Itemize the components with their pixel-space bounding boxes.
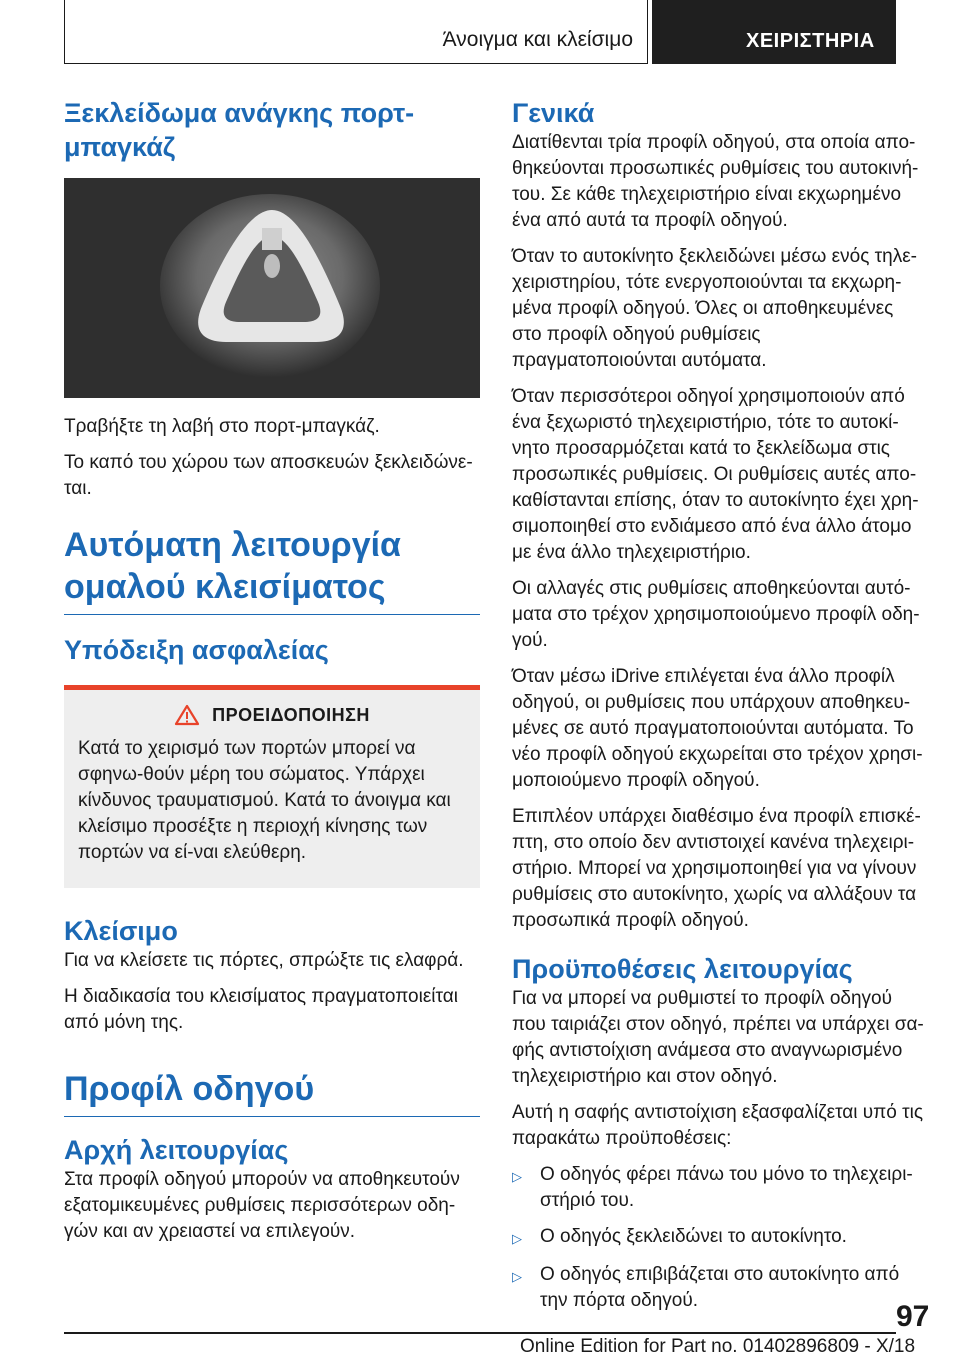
closing-text-2: Η διαδικασία του κλεισίματος πραγματοποιείται από μόνη της.	[64, 986, 458, 1033]
hand-pointer-icon	[894, 22, 920, 56]
heading-prerequisites: Προϋποθέσεις λειτουργίας	[512, 954, 853, 984]
heading-principle: Αρχή λειτουργίας	[64, 1135, 289, 1165]
warning-box	[64, 690, 480, 888]
triangle-bullet-icon: ▷	[512, 1231, 522, 1246]
trunk-release-handle-photo	[64, 178, 480, 398]
running-header	[64, 0, 648, 64]
warning-text: Κατά το χειρισμό των πορτών μπορεί να σφηνω-θούν μέρη του σώματος. Υπάρχει κίνδυνος τραυματισμού. Κατά το άνοιγμα και κλείσιμο προσέξτε η περιοχή κίνησης των πορτών να εί-ναι ελεύθερη.	[78, 738, 451, 863]
list-item-text: Ο οδηγός επιβιβάζεται στο αυτοκίνητο από την πόρτα οδηγού.	[540, 1264, 900, 1311]
chapter-tab	[652, 0, 896, 64]
prereq-text-2: Αυτή η σαφής αντιστοίχιση εξασφαλίζεται υπό τις παρακάτω προϋποθέσεις:	[512, 1102, 924, 1149]
heading-safety-note: Υπόδειξη ασφαλείας	[64, 635, 329, 665]
section-title: Άνοιγμα και κλείσιμο	[442, 28, 633, 51]
prereq-text-1: Για να μπορεί να ρυθμιστεί το προφίλ οδηγού που ταιριάζει στον οδηγό, πρέπει να υπάρχει σα-φής αντιστοίχιση ανάμεσα στο αναγνωρισμένο τηλεχειριστήριο και στον οδηγό.	[512, 988, 924, 1087]
heading-closing: Κλείσιμο	[64, 916, 178, 946]
footer-rule	[64, 1332, 896, 1334]
warning-title: ΠΡΟΕΙΔΟΠΟΙΗΣΗ	[212, 704, 370, 725]
right-column	[512, 96, 928, 1324]
list-item	[512, 1262, 928, 1314]
edition-note: Online Edition for Part no. 01402896809 - X/18	[520, 1336, 916, 1357]
general-text-1: Διατίθενται τρία προφίλ οδηγού, στα οποία απο-θηκεύονται προσωπικές ρυθμίσεις του αυτοκινή-του. Σε κάθε τηλεχειριστήριο είναι εκχωρημένο ένα από αυτά τα προφίλ οδηγού.	[512, 132, 919, 231]
left-column	[64, 96, 480, 1255]
principle-text: Στα προφίλ οδηγού μπορούν να αποθηκευτούν εξατομικευμένες ρυθμίσεις περισσότερων οδη-γών και αν χρειαστεί να επιλεγούν.	[64, 1169, 460, 1242]
heading-driver-profile: Προφίλ οδηγού	[64, 1068, 480, 1117]
general-text-5: Όταν μέσω iDrive επιλέγεται ένα άλλο προφίλ οδηγού, οι ρυθμίσεις που υπάρχουν αποθηκευ-μένες σε αυτό πραγματοποιούνται αυτόματα. Το νέο προφίλ οδηγού εκχωρείται στο τρέχον χρησι-μοποιούμενο προφίλ οδηγού.	[512, 666, 923, 791]
chapter-title: ΧΕΙΡΙΣΤΗΡΙΑ	[746, 30, 875, 52]
list-item-text: Ο οδηγός φέρει πάνω του μόνο το τηλεχειρι-στήριό του.	[540, 1164, 913, 1211]
warning-triangle-icon	[174, 704, 200, 726]
general-text-6: Επιπλέον υπάρχει διαθέσιμο ένα προφίλ επισκέ-πτη, στο οποίο δεν αντιστοιχεί κανένα τηλεχειρι-στήριο. Μπορεί να χρησιμοποιηθεί για να γίνουν ρυθμίσεις στο αυτοκίνητο, χωρίς να αλλάξουν τα προσωπικά προφίλ οδηγού.	[512, 806, 921, 931]
general-text-4: Οι αλλαγές στις ρυθμίσεις αποθηκεύονται αυτό-ματα στο τρέχον χρησιμοποιούμενο προφίλ οδη-γού.	[512, 578, 920, 651]
general-text-2: Όταν το αυτοκίνητο ξεκλειδώνει μέσω ενός τηλε-χειριστηρίου, τότε ενεργοποιούνται τα εκχωρη-μένα προφίλ οδηγού. Όλες οι αποθηκευμένες στο προφίλ οδηγού ρυθμίσεις πραγματοποιούνται αυτόματα.	[512, 246, 917, 371]
page-number: 97	[896, 1300, 930, 1333]
triangle-bullet-icon: ▷	[512, 1269, 522, 1284]
heading-trunk-emergency-release: Ξεκλείδωμα ανάγκης πορτ-μπαγκάζ	[64, 98, 415, 162]
heading-soft-close: Αυτόματη λειτουργία ομαλού κλεισίματος	[64, 524, 480, 615]
heading-general: Γενικά	[512, 98, 595, 128]
list-item-text: Ο οδηγός ξεκλειδώνει το αυτοκίνητο.	[540, 1226, 847, 1247]
list-item	[512, 1224, 928, 1252]
release-handle-illustration	[64, 178, 480, 398]
list-item	[512, 1162, 928, 1214]
closing-text-1: Για να κλείσετε τις πόρτες, σπρώξτε τις ελαφρά.	[64, 950, 464, 971]
caption-lid-unlocks: Το καπό του χώρου των αποσκευών ξεκλειδώνε-ται.	[64, 452, 473, 499]
general-text-3: Όταν περισσότεροι οδηγοί χρησιμοποιούν από ένα ξεχωριστό τηλεχειριστήριο, τότε το αυτοκί-νητο προσαρμόζεται κατά το ξεκλείδωμα στις προσωπικές ρυθμίσεις. Οι ρυθμίσεις αυτές απο-καθίστανται επίσης, όταν το αυτοκίνητο έχει χρη-σιμοποιηθεί στο ενδιάμεσο από ένα άλλο άτομο με ένα άλλο τηλεχειριστήριο.	[512, 386, 919, 563]
caption-pull-handle: Τραβήξτε τη λαβή στο πορτ-μπαγκάζ.	[64, 416, 380, 437]
triangle-bullet-icon: ▷	[512, 1169, 522, 1184]
